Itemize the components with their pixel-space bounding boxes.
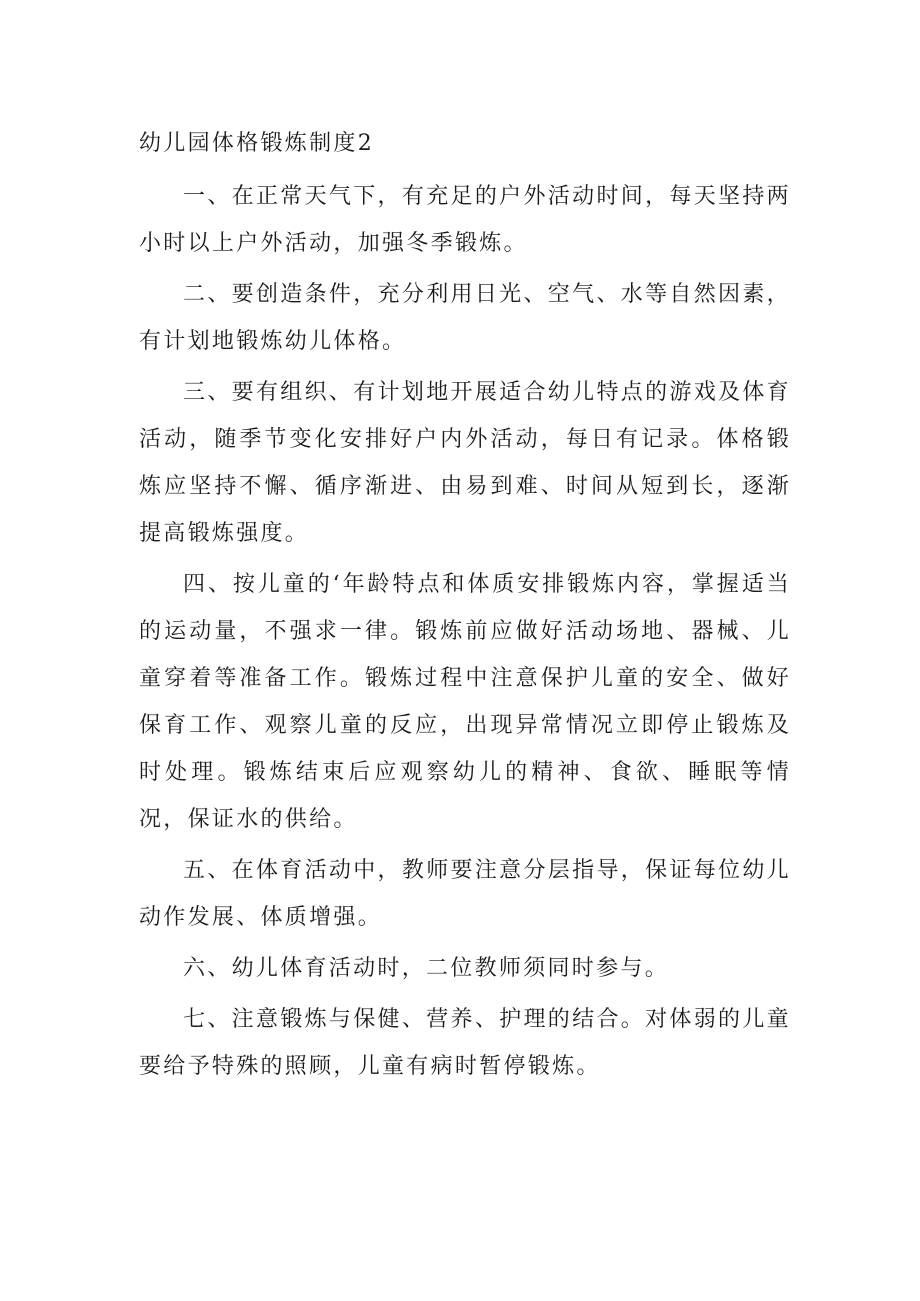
- document-body: [139, 120, 791, 1094]
- paragraph-6: 六、幼儿体育活动时，二位教师须同时参与。: [183, 956, 670, 981]
- paragraph-5: 五、在体育活动中，教师要注意分层指导，保证每位幼儿动作发展、体质增强。: [139, 858, 791, 930]
- paragraph-2: 二、要创造条件，充分利用日光、空气、水等自然因素，有计划地锻炼幼儿体格。: [139, 282, 791, 354]
- paragraph-4: 四、按儿童的‘年龄特点和体质安排锻炼内容，掌握适当的运动量，不强求一律。锻炼前应做好活动场地、器械、儿童穿着等准备工作。锻炼过程中注意保护儿童的安全、做好保育工作、观察儿童的反应，出现异常情况立即停止锻炼及时处理。锻炼结束后应观察幼儿的精神、食欲、睡眠等情况，保证水的供给。: [139, 572, 791, 832]
- paragraph-1: 一、在正常天气下，有充足的户外活动时间，每天坚持两小时以上户外活动，加强冬季锻炼。: [139, 184, 791, 256]
- paragraph-7: 七、注意锻炼与保健、营养、护理的结合。对体弱的儿童要给予特殊的照顾，儿童有病时暂停锻炼。: [139, 1007, 791, 1079]
- document-title: 幼儿园体格锻炼制度2: [139, 131, 374, 156]
- paragraph-3: 三、要有组织、有计划地开展适合幼儿特点的游戏及体育活动，随季节变化安排好户内外活动，每日有记录。体格锻炼应坚持不懈、循序渐进、由易到难、时间从短到长，逐渐提高锻炼强度。: [139, 380, 791, 546]
